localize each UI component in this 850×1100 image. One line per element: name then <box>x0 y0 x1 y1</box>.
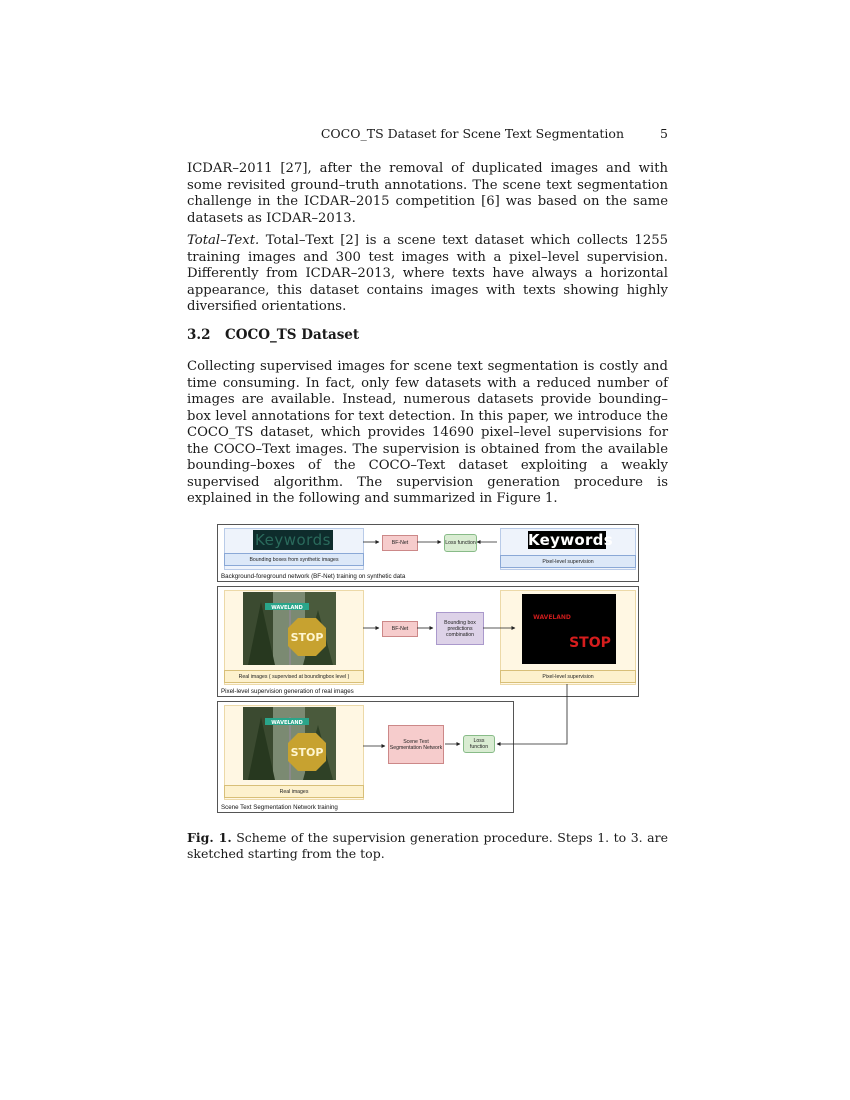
real-image-label: Real images <box>224 785 364 798</box>
paragraph-lead: Total–Text. <box>187 233 260 248</box>
section-number: 3.2 <box>187 327 211 343</box>
target-label: Pixel-level supervision <box>500 555 636 568</box>
page-number: 5 <box>660 126 668 141</box>
bf-net-box: BF-Net <box>382 535 418 551</box>
section-title: COCO_TS Dataset <box>225 327 360 343</box>
street-sign-text: WAVELAND <box>271 605 303 611</box>
section-heading <box>187 327 359 343</box>
panel-title: Pixel-level supervision generation of real images <box>221 688 354 695</box>
stop-sign-text: STOP <box>290 746 324 759</box>
paragraph-coco-ts: Collecting supervised images for scene text segmentation is costly and time consuming. In fact, only few datasets with a reduced number of images are available. Instead, numerous datasets provide bounding–box level annotations for text detection. In this paper, we introduce the COCO_TS dataset, which provides 14690 pixel–level supervisions for the COCO–Text images. The supervision is obtained from the available bounding–boxes of the COCO–Text dataset exploiting a weakly supervised algorithm. The supervision generation procedure is explained in the following and summarized in Figure 1. <box>187 359 668 506</box>
supervision-street-text: WAVELAND <box>533 614 571 621</box>
output-label: Pixel-level supervision <box>500 670 636 683</box>
caption-text: Scheme of the supervision generation procedure. Steps 1. to 3. are sketched starting from the top. <box>187 830 668 861</box>
bf-net-box: BF-Net <box>382 621 418 637</box>
synthetic-keyword-image: Keywords <box>253 530 333 550</box>
segmentation-network-box: Scene Text Segmentation Network <box>388 725 444 764</box>
stop-sign-text: STOP <box>290 631 324 644</box>
figure-label: Fig. 1. <box>187 830 232 845</box>
panel-title: Background-foreground network (BF-Net) training on synthetic data <box>221 573 406 580</box>
connector-arrows <box>215 524 639 816</box>
paragraph-icdar: ICDAR–2011 [27], after the removal of duplicated images and with some revisited ground–truth annotations. The scene text segmentation challenge in the ICDAR–2015 competition [6] was based on the same datasets as ICDAR–2013. <box>187 161 668 226</box>
real-image-label: Real images ( supervised at boundingbox level ) <box>224 670 364 683</box>
synthetic-input-label: Bounding boxes from synthetic images <box>224 553 364 566</box>
bbox-combination-box: Bounding box predictions combination <box>436 612 484 645</box>
panel-title: Scene Text Segmentation Network training <box>221 804 338 811</box>
paragraph-total-text <box>187 233 668 316</box>
figure-1 <box>215 524 639 816</box>
running-header <box>187 126 668 144</box>
supervision-stop-text: STOP <box>569 635 611 651</box>
running-title: COCO_TS Dataset for Scene Text Segmentation <box>320 126 624 141</box>
loss-function-box: Loss function <box>463 735 495 753</box>
figure-caption <box>187 830 668 862</box>
pixel-level-keyword-image: Keywords <box>528 531 613 549</box>
street-sign-text: WAVELAND <box>271 720 303 726</box>
loss-function-box: Loss function <box>444 534 477 552</box>
paragraph-body: Total–Text [2] is a scene text dataset which collects 1255 training images and 300 test images with a pixel–level supervision. Differently from ICDAR–2013, where texts have always a horizontal appearance, this dataset contains images with texts showing highly diversified orientations. <box>187 233 668 314</box>
